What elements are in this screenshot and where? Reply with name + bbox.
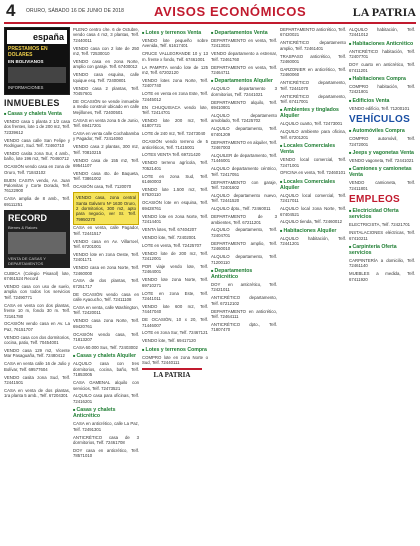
ad-item: VENDO lote en zona Norte, Telf. 72414401 <box>142 213 208 224</box>
column-4 <box>211 27 277 541</box>
subsection-casas-venta: ■ Casas y chalets Venta <box>4 111 70 117</box>
ad-item: OCASIÓN casa, Telf. 7120070 <box>73 184 132 190</box>
highlighted-ad-text: VENDO casa, zona central Santa Galvarro Nº 1630 Oruro, 2 dormitorios, 300 m2, apto para negocio, ver Sr. Telf. 79950270 <box>76 195 136 222</box>
ad-item: CASA 60.000 Sus, Telf. 72403002 <box>73 345 138 350</box>
column-6 <box>349 27 415 541</box>
ad-item: VENDO lote 1.500 m2, Telf. 67520110 <box>142 186 208 198</box>
ad-item: COMPRO habitación, Telf. 72421801 <box>349 83 415 95</box>
ad-item: VENDO casa en zona Norte, Telf. 72460000 <box>73 265 139 276</box>
ad-item: VENTA lotes, Telf. 67404207 <box>142 226 197 232</box>
espana-line3: INFORMACIONES <box>8 85 44 90</box>
ad-item: OCASIÓN vendo terreno de 5 anticréticos, Telf. 71415001 <box>142 139 208 150</box>
ad-espana-box <box>4 27 70 95</box>
ad-item: CARPINTERÍA a domicilio, Telf. 72461140 <box>349 257 415 269</box>
ad-item: CASA en venta de dos plantas, 1ra planta 5 amb., Telf. 67204301 <box>4 388 70 399</box>
ad-item: ALQUILO local zona Norte, Telf. 67404521 <box>280 206 346 217</box>
record-subtitle: Bienes & Raices <box>8 224 38 230</box>
ad-record-box <box>4 210 70 268</box>
ad-item: VENDO lote zona Norte, Telf. 69710271 <box>142 277 208 288</box>
ad-item: ALQUILO habitación, Telf. 72441201 <box>280 235 346 247</box>
ad-item: EN CHUQUISACA vendo lote, Telf. 72414701 <box>142 104 208 115</box>
ad-item: VENDO local comercial, Telf. 72471001 <box>280 157 346 168</box>
ad-item: ALQUILO casa con tres dormitorios, cocina, baño, Telf. 71853005 <box>73 361 139 378</box>
ad-item: VENDO lote en zona Oeste, Telf. 72401171 <box>73 251 139 263</box>
issue-date: ORURO, SÁBADO 16 DE JUNIO DE 2018 <box>26 8 125 14</box>
subsection-carpinteria: ■ Carpintería Oferta servicios <box>349 244 415 256</box>
column-3 <box>142 27 208 541</box>
subsection-locales-venta: ■ Locales Comerciales Venta <box>280 143 346 155</box>
ad-item: VENDO lotes zona Norte, Telf. 72407740 <box>142 77 208 89</box>
newspaper-logo: LA PATRIA <box>352 5 416 19</box>
ad-item: VENDO edificio, Telf. 71200101 <box>349 105 410 111</box>
ad-item: ALQUILER de departamento, Telf. 71446001 <box>211 153 277 164</box>
ad-item: VENDO casa esquina, calle Iquique esq. Telf. 72400801 <box>73 72 139 83</box>
ad-item: LOTE en zona Sur, Telf. 72467121 <box>142 330 208 336</box>
ad-item: ALQUILO departamento, Telf. 67401209 <box>211 126 277 137</box>
ad-item: COMPRO lote en zona Norte o Sud, Telf. 72440111 <box>142 354 208 366</box>
ad-item: ALQUILO departamento nuevo, Telf. 72441520 <box>211 192 277 204</box>
ad-item: VENDO casita zona Sud, Telf. 72441501 <box>4 374 70 386</box>
ad-item: CASA en venta calle Cochabamba y Pagador, Telf. 72414060 <box>73 131 139 142</box>
ad-item: VENDO lote 600 m2, Telf. 74447040 <box>142 303 208 315</box>
ad-item: LA PAMPITA vendo lote de 125 m2, Telf. 67202120 <box>142 64 208 76</box>
ad-item: LOTE en zona Sud, Telf. 61460003 <box>142 173 208 185</box>
ad-item: VENDO casa 2 plantas, 300 m2, Telf. 70810215 <box>73 144 139 155</box>
ad-item: VENDO lote de 200 m2, Telf. 72412001 <box>142 250 208 261</box>
ad-item: ALQUILO departamento amoblado, Telf. 72425702 <box>211 113 277 124</box>
ad-item: ELECTRICISTA, Telf. 72421701 <box>349 222 410 228</box>
section-empleos: EMPLEOS <box>349 194 400 206</box>
section-title: AVISOS ECONÓMICOS <box>154 4 307 19</box>
ad-item: ALQUILO departamento, Telf. 72404701 <box>211 227 277 238</box>
ad-item: CUBICA (Colegio Pisasol) lote, 67461524 Record <box>4 270 70 282</box>
ad-item: ANTICRÉTICO departamento, Telf. 67212102 <box>211 295 277 306</box>
ad-item: VENDO casa calle San Felipe y Rodriguez, Sud. Telf. 72460710 <box>4 137 70 149</box>
ad-item: VENDO lote 200 m2, Telf. 61807721 <box>142 117 208 129</box>
subsection-ambientes: ■ Ambientes y tinglados Alquiler <box>280 107 346 119</box>
ad-item: VENDO casita zona Sur, 4 amb., baño, lote 196 m2, Telf. 70460712 <box>4 151 70 162</box>
ad-item: ANTICRÉTICO habitación, Telf. 72407701 <box>349 48 415 60</box>
subsection-camiones-venta: ■ Camiones y camionetas Venta <box>349 166 415 178</box>
column-1 <box>4 27 70 541</box>
ad-item: OCASIÓN vendo casa en zona de Oruro, Telf. 71843102 <box>4 164 70 175</box>
ad-item: INSTALACIONES eléctricas, Telf. 67410211 <box>349 230 415 241</box>
ad-item: DOY casa en anticrético, Telf. 78571010 <box>73 447 139 459</box>
ad-item: LOTE de 240 m2, Telf. 72473040 <box>142 131 206 137</box>
record-title: RECORD <box>8 212 48 223</box>
ad-item: DE OCASIÓN se vende inmueble a medio construir ubicado en calle Mejillones, Telf. 72400501 <box>73 98 139 115</box>
ad-item: CASA en venta, calle Pagador, Telf. 72441517 <box>73 225 139 236</box>
ad-item: VENDO casa zona Norte, Telf. 69420761 <box>73 318 139 329</box>
ad-item: ALQUILO dpto., Telf. 72460011 <box>211 206 271 212</box>
ad-item: ALQUILO departamento 3 dormitorios, Telf. 72441021 <box>211 86 277 97</box>
ad-item: VENDO lote, Telf. 72402001 <box>142 234 196 240</box>
ad-item: VENDO casa 1 planta 2 1/2 casa dos frentes, lote 1 de 200 m2, Telf. 72339612 <box>4 119 70 135</box>
ad-item: DOY cuarto en anticrético, Telf. 67411201 <box>349 62 415 73</box>
ad-item: LOTE en zona Este, Telf. 72441011 <box>142 290 208 301</box>
ad-item: OCASIÓN lote en esquina, Telf. 69428761 <box>142 200 208 211</box>
ad-item: DE OCASIÓN, 10 x 20, Telf. 71446007 <box>142 317 208 328</box>
subsection-casas-alquiler: ■ Casas y chalets Alquiler <box>73 353 139 359</box>
ad-item: VENDO casa 4to. de Baqueta, Telf. 73861002 <box>73 170 139 182</box>
ad-item: ALQUILO departamento céntrico, Telf. 72417051 <box>211 166 277 177</box>
ad-item: CASA en venta, calle Washington, Telf. 72420011 <box>73 305 139 316</box>
ad-item: DEPARTAMENTO en anticrético, Telf. 72464111 <box>211 308 277 319</box>
ad-item: DE OCASIÓN vendo casa en calle Ayacucho, Telf. 72411108 <box>73 291 139 303</box>
ad-item: ANTICRÉTICO departamento amplio, Telf. 72461401 <box>280 40 346 51</box>
ad-item: CASAS en venta zona 5 de Junio, Telf. 69417201 <box>73 117 139 129</box>
ad-item: VENDO casa con 2 lote de 250 m2, Telf. 72530010 <box>73 45 139 57</box>
ad-item: DEPARTAMENTO con garaje, Telf. 72401602 <box>211 179 277 191</box>
highlighted-ad <box>73 192 139 225</box>
subsection-habitaciones-compra: ■ Habitaciones Compra <box>349 76 415 82</box>
ad-item: ALQUILO departamento, Telf. 71200110 <box>211 254 277 265</box>
subsection-departamentos-venta: ■ Departamentos Venta <box>211 30 277 36</box>
record-caption: VENTA DE CASAS Y DEPARTAMENTOS <box>8 255 46 266</box>
ad-item: ANTICRÉTICO dpto., Telf. 71807470 <box>211 321 277 333</box>
ad-item: LOTES VENTA Telf. 69721420 <box>142 152 201 158</box>
ad-item: VENDO casa 129 m2, Vicente Mar Pasaguaña, Telf. 72480412 <box>4 348 70 359</box>
ad-item: VENDO casa con dos dormitorios, cocina, patio, Telf. 70454001 <box>4 334 70 346</box>
ad-item: CRUCE VALLEGRANDE 10 y 13 m. frente x fondo, Telf. 67461001 <box>142 51 208 62</box>
ad-item: PLENO centro c/Ie. 6 de Octubre, vendo casa 4 m2, 3 plantas, Telf. 72440011 <box>73 27 139 43</box>
subsection-edificios-venta: ■ Edificios Venta <box>349 98 415 104</box>
page-number: 4 <box>6 1 16 20</box>
ad-item: GARZONIER en anticrético, Telf. 72460060 <box>280 66 346 78</box>
ad-item: VENDO lote, Telf. 69417120 <box>142 338 196 344</box>
section-vehiculos: VEHÍCULOS <box>349 114 411 126</box>
ad-item: TRASPASO anticrético, Telf. 72460001 <box>280 53 346 65</box>
espana-logo: españa <box>7 30 67 44</box>
espana-line1: PRESTAMOS EN DOLARES <box>8 46 48 58</box>
ad-item: ALQUILO local comercial, Telf. 72417011 <box>280 192 346 204</box>
ad-item: ANTICRÉTICO departamento, Telf. 72441070 <box>280 80 346 91</box>
ad-item: VENDO casa 2 plantas, Telf. 70457601 <box>73 85 139 97</box>
subsection-electricidad: ■ Electricidad Oferta servicios <box>349 208 415 220</box>
subsection-lotes-venta: ■ Lotes y terrenos Venta <box>142 30 208 36</box>
ad-item: POR viaje vendo lote, Telf. 72464001 <box>142 263 208 275</box>
ad-item: DEPARTAMENTO en alquiler, Telf. 72467003 <box>211 139 277 151</box>
ad-item: VENDO departamento a estrenar, Telf. 72461760 <box>211 51 277 62</box>
subsection-casas-anticretico: ■ Casas y chalets Anticrético <box>73 407 139 419</box>
subsection-automoviles-compra: ■ Automóviles Compra <box>349 128 415 134</box>
ad-item: VENDO vagoneta, Telf. 72441021 <box>349 157 414 163</box>
column-5 <box>280 27 346 541</box>
espana-line2: EN BOLIVIANOS <box>8 59 44 64</box>
ad-item: ALQUILO ambiente para oficina, Telf. 67201201 <box>280 129 346 140</box>
header-rule <box>4 22 416 24</box>
ad-item: OFICINA en venta, Telf. 72460101 <box>280 170 346 176</box>
ad-item: VENDO camioneta, Telf. 72411801 <box>349 180 415 191</box>
subsection-habitaciones-anticretico: ■ Habitaciones Anticrético <box>349 41 415 47</box>
ad-item: CASA de dos plantas, Telf. 67251717 <box>73 278 139 289</box>
ad-item: VENDO lote pequeño sobre Avenida, Telf. 61617401 <box>142 38 208 49</box>
ad-item: ALQUILO cuarto, Telf. 72473001 <box>280 121 343 127</box>
section-inmuebles: INMUEBLES <box>4 98 60 108</box>
column-2 <box>73 27 139 541</box>
ad-item: CASA amplia de 8 amb., Telf. 69111251 <box>4 196 70 207</box>
ad-item: LOTE en venta en zona Este, Telf. 72445012 <box>142 91 208 102</box>
ad-item: MUEBLES a medida, Telf. 67411920 <box>349 271 415 282</box>
ad-item: ANTICRÉTICO casa de 3 dormitorios, Telf. 72461708 <box>73 434 139 445</box>
ad-item: CASA GAMENAL alquilo con servicios, Telf. 72473521 <box>73 380 139 391</box>
subsection-habitaciones-alquiler: ■ Habitaciones Alquiler <box>280 228 346 234</box>
page-header <box>4 3 416 21</box>
ad-item: VENDO casa de 155 m2, Telf. 69541107 <box>73 157 139 169</box>
subsection-locales-alquiler: ■ Locales Comerciales Alquiler <box>280 179 346 191</box>
ad-item: DEPARTAMENTO alquilo, Telf. 69410801 <box>211 99 277 111</box>
ad-item: ALQUILO habitación, Telf. 72441012 <box>349 27 415 38</box>
ad-item: COMPRO automóvil, Telf. 72472001 <box>349 136 415 147</box>
ad-item: CASA en venta calle 16 de Julio y Bolívar, Telf. 69577604 <box>4 361 70 372</box>
record-photo <box>8 232 66 254</box>
ad-item: VENDO casa en zona Norte, amplio con garaje. Telf. 67400012 <box>73 59 139 70</box>
ad-item: DEPARTAMENTO en venta, Telf. 72413021 <box>211 38 277 49</box>
ad-item: VENDO casa con uso de suelo, amplia con todos los servicios Telf. 72490771 <box>4 284 70 300</box>
subsection-lotes-compra: ■ Lotes y terrenos Compra <box>142 347 208 353</box>
ad-item: DEPARTAMENTO amplio, Telf. 72460010 <box>211 240 277 252</box>
ad-item: ANTICRÉTICO departamento, Telf. 67417001 <box>280 93 346 104</box>
ad-item: BUEN CASITA vendo, Av. Juan Palomitas y Corte Dorado, Telf. 76122900 <box>4 177 70 194</box>
ad-item: VENDO casa en Av. Villarroel, Telf. 67201001 <box>73 238 139 249</box>
ad-item: CASA en anticrético, calle La Paz, Telf. 72491301 <box>73 421 139 432</box>
subsection-departamentos-anticretico: ■ Departamentos Anticrético <box>211 268 277 280</box>
ad-item: ALQUILO tienda, Telf. 72460012 <box>280 219 343 225</box>
ad-item: OCASIÓN vendo casa, Telf. 71813207 <box>73 331 139 343</box>
footer-logo: LA PATRIA <box>142 368 202 383</box>
ad-item: ALQUILO casa para oficinas, Telf. 72416201 <box>73 393 139 404</box>
ad-item: DEPARTAMENTO en venta, Telf. 72464711 <box>211 64 277 76</box>
subsection-jeeps-venta: ■ Jeeps y vagonetas Venta <box>349 150 415 156</box>
ad-item: DOY en anticrético, Telf. 72421011 <box>211 281 277 293</box>
ad-item: LOTE en venta, Telf. 72425707 <box>142 242 202 248</box>
ad-item: VENDO terreno agrícola, Telf. 70521401 <box>142 160 208 171</box>
ad-item: DEPARTAMENTO anticrético, Telf. 67420021 <box>280 27 346 38</box>
ad-item: CASA en venta con dos plantas, frente 10 m, fondo 30 m. Telf. 72161780 <box>4 302 70 319</box>
espana-photo <box>8 67 66 83</box>
ad-item: OCASIÓN vendo casa en Av. La Paz, 76151707 <box>4 321 70 332</box>
ad-item: DEPARTAMENTO de 3 ambientes, Telf. 67211201 <box>211 214 277 225</box>
subsection-departamentos-alquiler: ■ Departamentos Alquiler <box>211 78 277 84</box>
